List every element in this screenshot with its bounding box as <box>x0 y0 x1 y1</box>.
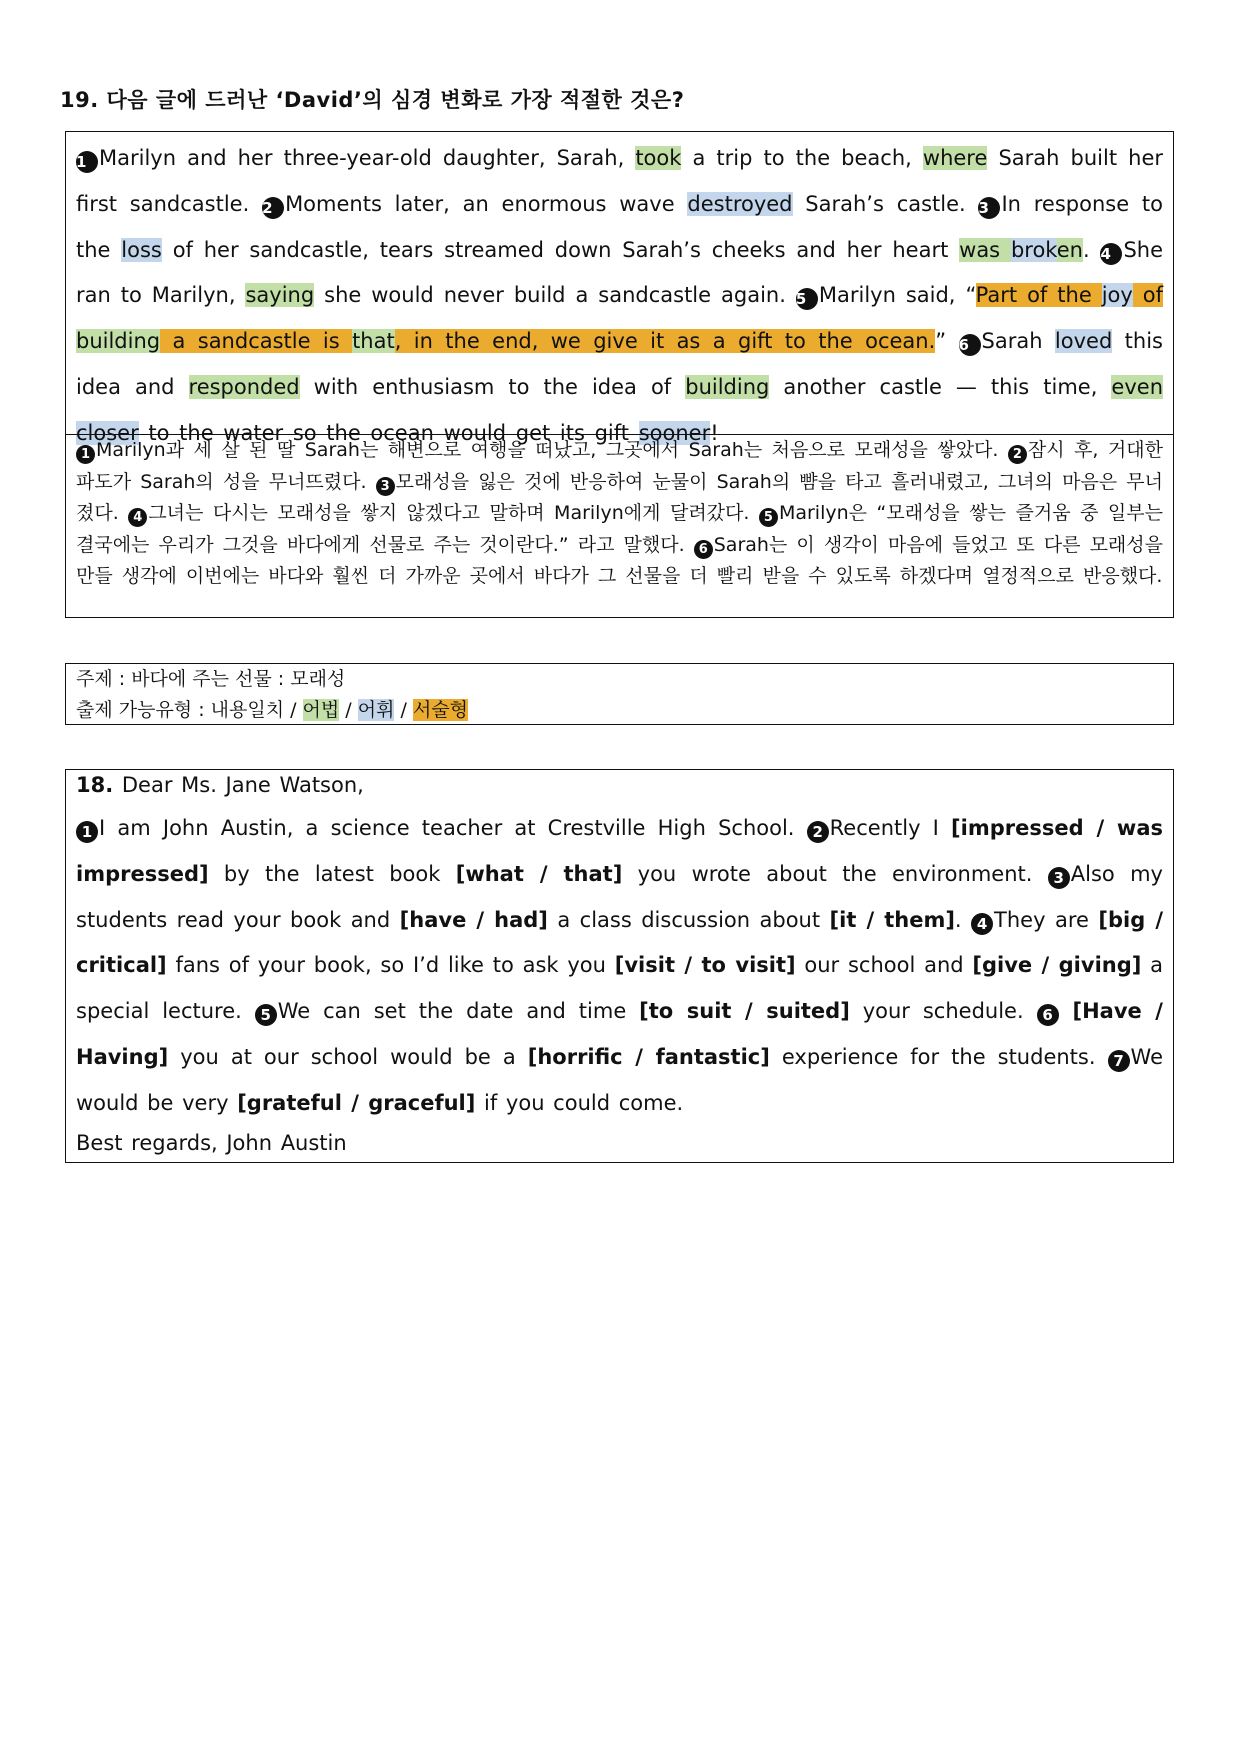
text-span: if you could come. <box>475 1090 684 1115</box>
highlight-orange: a sandcastle is <box>160 329 353 354</box>
passage-text <box>76 136 1163 457</box>
highlight-blue: sooner <box>638 420 711 445</box>
choice-bracket: [Have / Having] <box>76 999 1163 1069</box>
text-span: Marilyn과 세 살 된 딸 Sarah는 해변으로 여행을 떠났고, 그곳에서 Sarah는 처음으로 모래성을 쌓았다. <box>96 439 1008 461</box>
text-span: fans of your book, so I’d like to ask you <box>166 953 615 978</box>
sentence-number-icon: 1 <box>76 821 98 843</box>
sentence-number-icon: 4 <box>971 913 993 935</box>
sentence-number-icon: 2 <box>262 197 284 219</box>
text-span: Moments later, an enormous wave <box>285 191 688 216</box>
choice-bracket: [impressed / was impressed] <box>76 816 1163 886</box>
text-span: Sarah’s castle. <box>792 191 979 216</box>
highlight-green: took <box>635 146 682 170</box>
text-span: you at our school would be a <box>168 1044 528 1069</box>
highlight-orange: 서술형 <box>412 699 469 721</box>
highlight-blue: loved <box>1054 329 1113 354</box>
choice-bracket: [it / them] <box>829 907 955 932</box>
highlight-orange: , in the end, we give it as a gift to the ocean. <box>394 329 936 354</box>
text-span: with enthusiasm to the idea of <box>299 374 686 399</box>
highlight-green: that <box>352 329 395 354</box>
text-span: They are <box>994 907 1099 932</box>
choice-bracket: [what / that] <box>455 861 623 886</box>
sentence-number-icon: 1 <box>76 445 95 464</box>
text-span: Marilyn said, “ <box>818 283 976 308</box>
letter-heading <box>76 770 1163 800</box>
text-span: ” <box>935 329 959 354</box>
translation-box <box>65 434 1174 618</box>
text-span: to the water so the ocean would get its gift <box>138 420 639 445</box>
highlight-blue: destroyed <box>687 191 793 216</box>
letter-body <box>76 806 1163 1127</box>
text-span: Marilyn and her three-year-old daughter, Sarah, <box>99 146 636 170</box>
text-span: . <box>1082 237 1101 262</box>
sentence-number-icon: 2 <box>807 821 829 843</box>
sentence-number-icon: 2 <box>1008 445 1027 464</box>
text-span: We would be very <box>76 1044 1164 1115</box>
highlight-green: building <box>76 329 161 354</box>
sentence-number-icon: 1 <box>76 151 98 173</box>
highlight-blue: joy <box>1101 283 1133 308</box>
sentence-number-icon: 3 <box>1048 867 1070 889</box>
text-span: 모래성을 잃은 것에 반응하여 눈물이 Sarah의 뺨을 타고 흘러내렸고, 그녀의 마음은 무너졌다. <box>76 470 1164 524</box>
choice-bracket: [visit / to visit] <box>614 953 796 978</box>
closing: Best regards, John Austin <box>76 1130 347 1155</box>
text-span: We can set the date and time <box>277 999 640 1024</box>
text-span: She ran to Marilyn, <box>76 237 1164 308</box>
types-list <box>303 699 468 721</box>
text-span: ! <box>710 420 719 445</box>
text-span: our school and <box>795 953 973 978</box>
highlight-blue: brok <box>1010 237 1057 262</box>
choice-bracket: [horrific / fantastic] <box>527 1044 770 1069</box>
text-span: another castle — this time, <box>769 374 1112 399</box>
text-span: a class discussion about <box>547 907 830 932</box>
text-span: she would never build a sandcastle again. <box>314 283 796 308</box>
highlight-blue: 어휘 <box>357 699 395 721</box>
text-span: In response to the <box>76 191 1163 262</box>
text-span: . <box>954 907 972 932</box>
highlight-green: saying <box>245 283 315 308</box>
choice-bracket: [have / had] <box>399 907 548 932</box>
text-span: your schedule. <box>849 999 1037 1024</box>
highlight-green: was <box>959 237 1011 262</box>
text-span: Sarah <box>981 329 1055 354</box>
text-span: Recently I <box>829 816 952 840</box>
sentence-number-icon: 3 <box>978 197 1000 219</box>
sentence-number-icon: 4 <box>1100 243 1122 265</box>
highlight-green: 어법 <box>302 699 340 721</box>
text-span: 잠시 후, 거대한 파도가 Sarah의 성을 무너뜨렸다. <box>76 439 1163 493</box>
text-span: / <box>339 699 358 721</box>
summary-box <box>65 663 1174 725</box>
text-span: of her sandcastle, tears streamed down Sarah’s cheeks and her heart <box>161 237 960 262</box>
highlight-green: where <box>922 146 988 170</box>
highlight-blue: loss <box>121 237 162 262</box>
types-prefix: 출제 가능유형 : 내용일치 / <box>76 699 303 721</box>
question-19-title: 19. 다음 글에 드러난 ‘David’의 심경 변화로 가장 적절한 것은? <box>60 88 685 112</box>
text-span: Also my students read your book and <box>76 861 1163 932</box>
sentence-number-icon: 3 <box>376 477 395 496</box>
text-span: you wrote about the environment. <box>622 861 1048 886</box>
highlight-green: building <box>685 374 770 399</box>
text-span <box>1060 999 1073 1023</box>
highlight-green: responded <box>188 374 300 399</box>
text-span: I am John Austin, a science teacher at Crestville High School. <box>99 816 807 840</box>
passage-box <box>65 131 1174 445</box>
text-span: experience for the students. <box>769 1044 1108 1069</box>
translation-text <box>76 435 1163 593</box>
choice-bracket: [grateful / graceful] <box>237 1090 476 1115</box>
letter-box <box>65 769 1174 1163</box>
sentence-number-icon: 4 <box>128 508 147 527</box>
text-span: by the latest book <box>208 861 456 886</box>
sentence-number-icon: 5 <box>255 1004 277 1026</box>
sentence-number-icon: 6 <box>694 540 713 559</box>
text-span: Sarah built her first sandcastle. <box>76 146 1163 216</box>
question-18-number: 18. <box>76 773 114 797</box>
text-span: / <box>394 699 413 721</box>
highlight-green: en <box>1056 237 1083 262</box>
highlight-green: even <box>1111 374 1163 399</box>
text-span: this idea and <box>76 329 1163 399</box>
text-span: Marilyn은 “모래성을 쌓는 즐거움 중 일부는 결국에는 우리가 그것을 바다에게 선물로 주는 것이란다.” 라고 말했다. <box>76 502 1163 556</box>
sentence-number-icon: 6 <box>1037 1004 1059 1026</box>
sentence-number-icon: 6 <box>959 334 981 356</box>
sentence-number-icon: 5 <box>796 288 818 310</box>
text-span: 그녀는 다시는 모래성을 쌓지 않겠다고 말하며 Marilyn에게 달려갔다. <box>148 502 759 524</box>
salutation: Dear Ms. Jane Watson, <box>113 773 364 797</box>
sentence-number-icon: 5 <box>759 508 778 527</box>
sentence-number-icon: 7 <box>1108 1050 1130 1072</box>
highlight-blue: closer <box>76 420 139 445</box>
highlight-orange: Part of the <box>975 283 1102 308</box>
text-span: Sarah는 이 생각이 마음에 들었고 또 다른 모래성을 만들 생각에 이번에는 바다와 훨씬 더 가까운 곳에서 바다가 그 선물을 더 빨리 받을 수 있도록 하겠다며 열정적으로 반응했다. <box>76 533 1163 587</box>
choice-bracket: [big / critical] <box>76 907 1164 978</box>
theme-line: 주제 : 바다에 주는 선물 : 모래성 <box>76 668 346 690</box>
text-span: a trip to the beach, <box>681 146 923 170</box>
choice-bracket: [to suit / suited] <box>639 999 850 1024</box>
text-span: a special lecture. <box>76 953 1163 1024</box>
question-types-line <box>76 695 1163 726</box>
choice-bracket: [give / giving] <box>972 953 1142 978</box>
highlight-orange: of <box>1132 283 1164 308</box>
